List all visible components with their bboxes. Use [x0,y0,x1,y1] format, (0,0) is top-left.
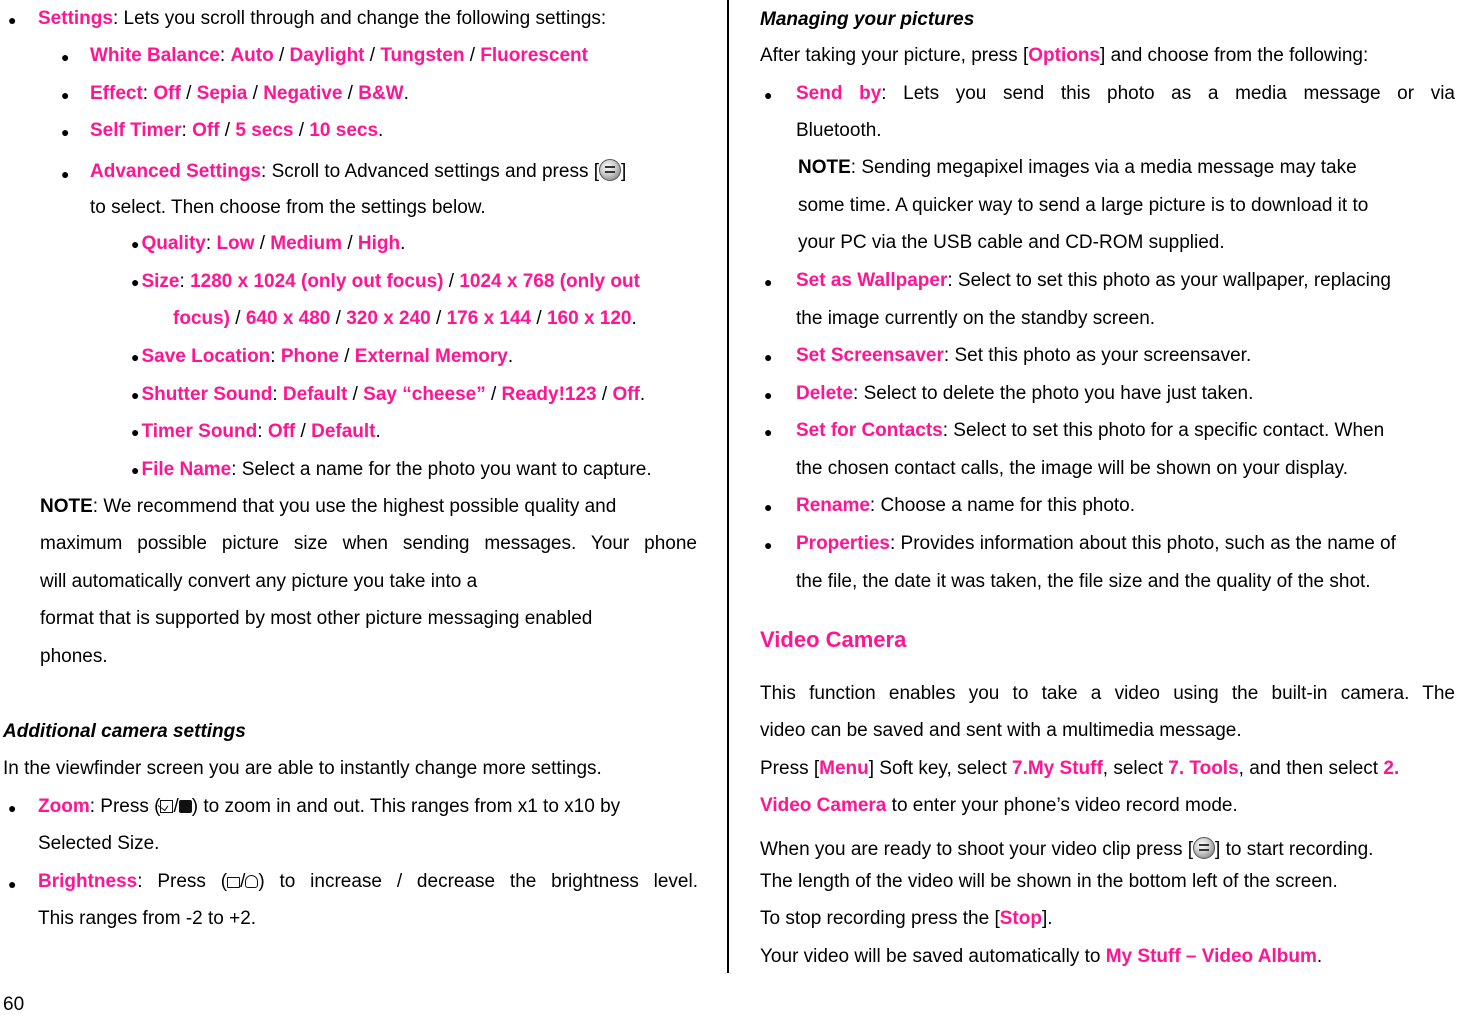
properties-item: Properties: Provides information about this photo, such as the name of [796,533,1396,554]
bullet: ● [764,537,773,553]
bullet: ● [8,800,17,816]
brightness-item: Brightness: Press ( / ) to increase / decrease the brightness level. [38,871,698,892]
self-timer-item: Self Timer: Off / 5 secs / 10 secs. [90,120,384,141]
bullet: ● [764,499,773,515]
camera-key-icon [179,800,192,813]
video-p1-line1: This function enables you to take a video using the built-in camera. The [760,683,1455,704]
quality-item: ● Quality: Low / Medium / High. [131,233,406,254]
advanced-settings-line2: to select. Then choose from the settings below. [90,197,486,218]
advanced-settings-item: Advanced Settings: Scroll to Advanced settings and press [ ] [90,161,627,182]
rename-item: Rename: Choose a name for this photo. [796,495,1136,516]
bullet: ● [764,387,773,403]
bullet: ● [8,12,17,28]
delete-item: Delete: Select to delete the photo you have just taken. [796,383,1254,404]
send-by-item: Send by: Lets you send this photo as a media message or via [796,83,1455,104]
contacts-line2: the chosen contact calls, the image will be shown on your display. [796,458,1349,479]
timer-sound-item: ● Timer Sound: Off / Default. [131,421,381,442]
file-name-item: ● File Name: Select a name for the photo you want to capture. [131,459,652,480]
video-p2-line2: Video Camera to enter your phone’s video record mode. [760,795,1238,816]
note-line5: phones. [40,646,108,667]
send-note-line3: your PC via the USB cable and CD-ROM supplied. [798,232,1225,253]
video-p2-line1: Press [Menu] Soft key, select 7.My Stuff, select 7. Tools, and then select 2. [760,758,1400,779]
send-note-line2: some time. A quicker way to send a large picture is to download it to [798,195,1369,216]
bullet: ● [764,424,773,440]
save-location-item: ● Save Location: Phone / External Memory. [131,346,514,367]
effect-item: Effect: Off / Sepia / Negative / B&W. [90,83,409,104]
properties-line2: the file, the date it was taken, the file size and the quality of the shot. [796,571,1371,592]
managing-pictures-heading: Managing your pictures [760,9,975,30]
bullet: ● [764,87,773,103]
managing-intro: After taking your picture, press [Options] and choose from the following: [760,45,1369,66]
envelope-key-icon [160,800,173,813]
additional-settings-intro: In the viewfinder screen you are able to instantly change more settings. [3,758,602,779]
contacts-item: Set for Contacts: Select to set this photo for a specific contact. When [796,420,1385,441]
note-line4: format that is supported by most other picture messaging enabled [40,608,593,629]
bullet: ● [764,274,773,290]
ok-key-icon [1193,837,1215,859]
ok-key-icon [599,159,621,181]
bullet: ● [8,876,17,892]
wallpaper-item: Set as Wallpaper: Select to set this photo as your wallpaper, replacing [796,270,1391,291]
screensaver-item: Set Screensaver: Set this photo as your screensaver. [796,345,1252,366]
column-divider [727,0,729,973]
folder-key-icon [227,877,240,888]
video-p3-line2: The length of the video will be shown in the bottom left of the screen. [760,871,1338,892]
note-line1: NOTE: We recommend that you use the highest possible quality and [40,496,617,517]
video-p5: Your video will be saved automatically to My Stuff – Video Album. [760,946,1323,967]
bullet: ● [61,166,70,182]
bullet: ● [61,124,70,140]
zoom-item: Zoom: Press ( / ) to zoom in and out. This ranges from x1 to x10 by [38,796,621,817]
additional-settings-heading: Additional camera settings [3,721,246,742]
white-balance-item: White Balance: Auto / Daylight / Tungsten / Fluorescent [90,45,588,66]
video-camera-heading: Video Camera [760,627,907,652]
page-number: 60 [3,994,25,1015]
brightness-line2: This ranges from -2 to +2. [38,908,257,929]
send-note-line1: NOTE: Sending megapixel images via a media message may take [798,157,1357,178]
bullet: ● [61,49,70,65]
video-p1-line2: video can be saved and sent with a multimedia message. [760,720,1242,741]
note-line2: maximum possible picture size when sending messages. Your phone [40,533,697,554]
send-by-line2: Bluetooth. [796,120,882,141]
video-p3-line1: When you are ready to shoot your video clip press [ ] to start recording. [760,839,1374,860]
note-line3: will automatically convert any picture you take into a [40,571,478,592]
wallpaper-line2: the image currently on the standby screen. [796,308,1156,329]
video-p4: To stop recording press the [Stop]. [760,908,1053,929]
contacts-key-icon [245,875,258,888]
shutter-sound-item: ● Shutter Sound: Default / Say “cheese” / Ready!123 / Off. [131,384,646,405]
size-item-line2: focus) / 640 x 480 / 320 x 240 / 176 x 144 / 160 x 120. [173,308,637,329]
settings-item: Settings: Lets you scroll through and change the following settings: [38,8,607,29]
size-item: ● Size: 1280 x 1024 (only out focus) / 1024 x 768 (only out [131,271,640,292]
zoom-line2: Selected Size. [38,833,160,854]
bullet: ● [764,349,773,365]
bullet: ● [61,87,70,103]
